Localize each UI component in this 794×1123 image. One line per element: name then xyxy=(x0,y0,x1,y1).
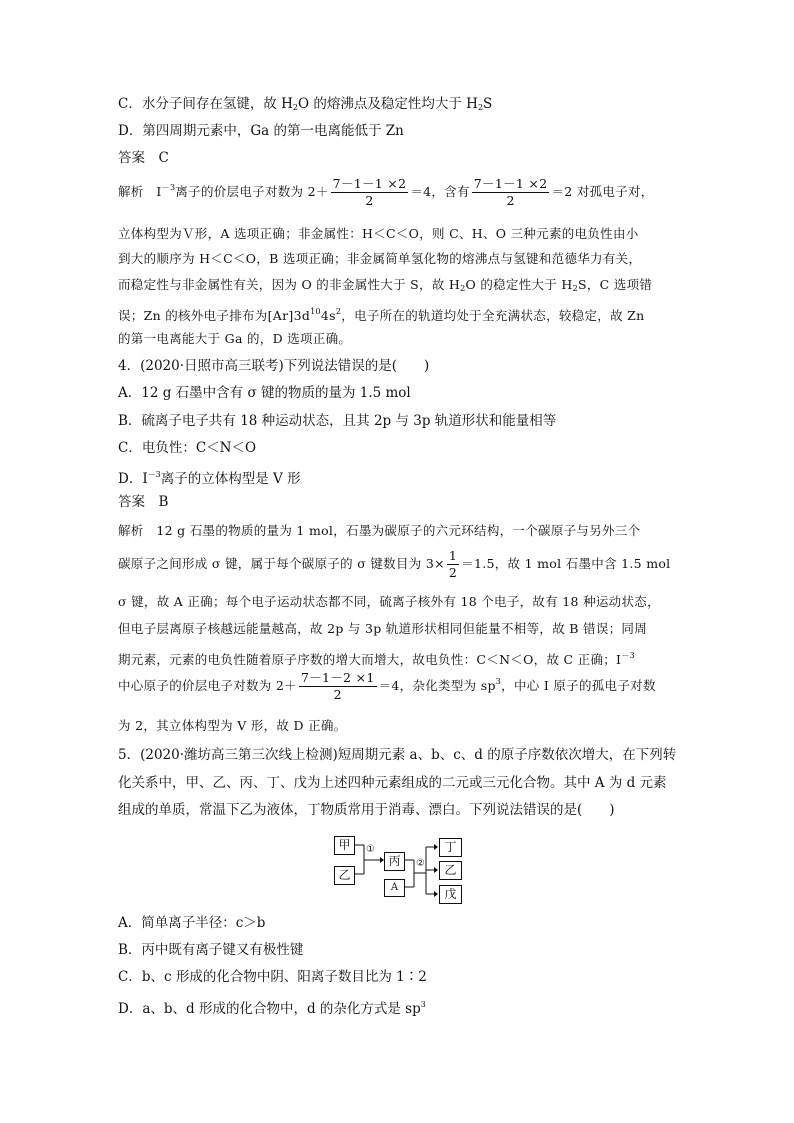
q4-explanation-line3: σ 键，故 A 正确；每个电子运动状态都不同，硫离子核外有 18 个电子，故有 18 种运动状态， xyxy=(118,594,660,609)
node-jia: 甲 xyxy=(334,836,355,855)
q4-option-a: A．12 g 石墨中含有 σ 键的物质的量为 1.5 mol xyxy=(118,385,411,401)
node-wu: 戊 xyxy=(439,885,462,904)
conversion-diagram xyxy=(330,830,470,906)
q4-explanation-line4: 但电子层离原子核越远能量越高，故 2p 与 3p 轨道形状相同但能量不相等，故 B 错误；同周 xyxy=(118,621,648,636)
node-yi-left: 乙 xyxy=(334,866,355,885)
q3-option-d: D．第四周期元素中，Ga 的第一电离能低于 Zn xyxy=(118,123,404,139)
q3-explanation-line1: 解析 $I^{-3}$离子的价层电子对数为 2＋ $\frac{7-1-1 \times 2}{2}$ ＝4，含有 $\frac{7-1-1 \times 2}{2}$ ＝2 对孤电子对， xyxy=(118,176,654,208)
fraction: $\frac{7-1-1 \times 2}{2}$ xyxy=(473,176,548,208)
node-bing: 丙 xyxy=(384,852,405,871)
q4-explanation-line6: 中心原子的价层电子对数为 2＋ $\frac{7-1-2 \times 1}{2}$ ＝4，杂化类型为 $sp^3$，中心 I 原子的孤电子对数 xyxy=(118,670,656,702)
q3-explanation-line2: 立体构型为Ｖ形，A 选项正确；非金属性：H＜C＜O，则 C、H、O 三种元素的电负性由小 xyxy=(118,226,639,241)
q5-option-a: A．简单离子半径：c＞b xyxy=(118,915,266,931)
node-ding: 丁 xyxy=(439,838,462,857)
q4-answer: 答案 B xyxy=(118,494,169,510)
q5-option-b: B．丙中既有离子键又有极性键 xyxy=(118,942,304,958)
q5-stem-line1: 5．(2020·潍坊高三第三次线上检测)短周期元素 a、b、c、d 的原子序数依次增大，在下列转 xyxy=(118,747,677,763)
node-A: A xyxy=(384,879,405,897)
q5-option-d: D．a、b、d 形成的化合物中，d 的杂化方式是 $sp^3$ xyxy=(118,1000,426,1017)
q3-explanation-line4: 而稳定性与非金属性有关，因为 O 的非金属性大于 S，故 $H_2O$ 的稳定性大于 $H_2S$，C 选项错 xyxy=(118,277,653,293)
q3-explanation-line3: 到大的顺序为 H＜C＜O，B 选项正确；非金属简单氢化物的熔沸点与氢键和范德华力有关， xyxy=(118,251,642,266)
node-yi-right: 乙 xyxy=(439,861,462,880)
q4-stem: 4．(2020·日照市高三联考)下列说法错误的是( ) xyxy=(118,358,430,374)
q4-option-b: B．硫离子电子共有 18 种运动状态，且其 2p 与 3p 轨道形状和能量相等 xyxy=(118,413,557,429)
q5-stem-line2: 化关系中，甲、乙、丙、丁、戊为上述四种元素组成的二元或三元化合物。其中 A 为 d 元素 xyxy=(118,775,667,791)
q5-stem-line3: 组成的单质，常温下乙为液体，丁物质常用于消毒、漂白。下列说法错误的是( ) xyxy=(118,802,615,818)
step-1-label: ① xyxy=(366,844,375,855)
q4-option-c: C．电负性：C＜N＜O xyxy=(118,440,257,456)
q4-option-d: D．$I^{-3}$离子的立体构型是 V 形 xyxy=(118,470,301,487)
fraction: $\frac{7-1-2 \times 1}{2}$ xyxy=(300,670,375,702)
q3-answer: 答案 C xyxy=(118,150,169,166)
fraction: $\frac{1}{2}$ xyxy=(448,548,458,580)
q5-option-c: C．b、c 形成的化合物中阴、阳离子数目比为 1∶2 xyxy=(118,969,427,985)
fraction: $\frac{7-1-1 \times 2}{2}$ xyxy=(332,176,407,208)
q3-explanation-line5: 误；Zn 的核外电子排布为$[Ar]3d^{10}4s^2$，电子所在的轨道均处于全充满状态，较稳定，故 Zn xyxy=(118,307,645,323)
q3-option-c: C．水分子间存在氢键，故 $H_2O$ 的熔沸点及稳定性均大于 $H_2S$ xyxy=(118,96,493,112)
step-2-label: ② xyxy=(416,858,425,869)
q3-explanation-line6: 的第一电离能大于 Ga 的，D 选项正确。 xyxy=(118,331,352,346)
q4-explanation-line1: 解析 12 g 石墨的物质的量为 1 mol，石墨为碳原子的六元环结构，一个碳原子与另外三个 xyxy=(118,523,641,538)
q4-explanation-line5: 期元素，元素的电负性随着原子序数的增大而增大，故电负性：C＜N＜O，故 C 正确；$I^{-3}$ xyxy=(118,651,636,667)
q4-explanation-line7: 为 2，其立体构型为 V 形，故 D 正确。 xyxy=(118,718,347,733)
q4-explanation-line2: 碳原子之间形成 σ 键，属于每个碳原子的 σ 键数目为 3× $\frac{1}{2}$ ＝1.5，故 1 mol 石墨中含 1.5 mol xyxy=(118,548,671,580)
